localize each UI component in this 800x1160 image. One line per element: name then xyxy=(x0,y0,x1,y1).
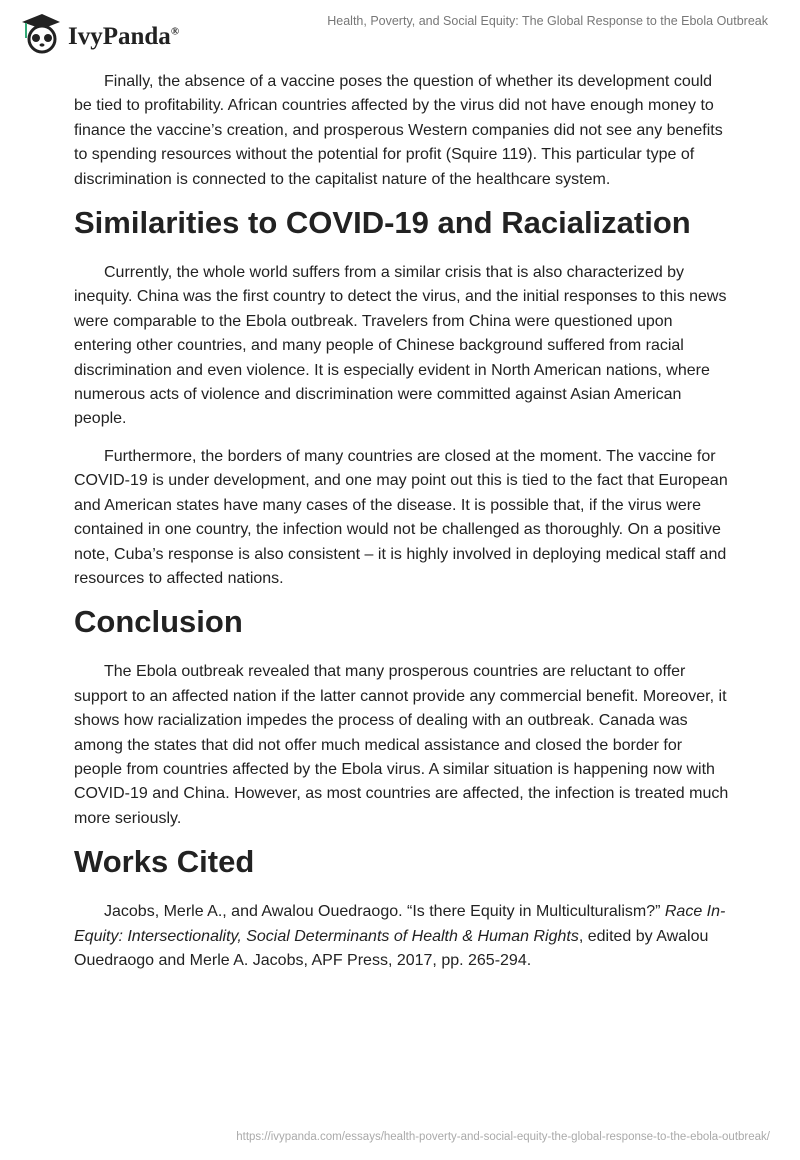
panda-graduate-icon xyxy=(18,10,62,54)
paragraph: Finally, the absence of a vaccine poses the question of whether its development could be tied to profitability. African countries affected by the virus did not have enough money to finance the vaccine’s creation, and prosperous Western companies did not see any benefits to spending resources without the potential for profit (Squire 119). This particular type of discrimination is connected to the capitalist nature of the healthcare system. xyxy=(74,73,723,188)
citation: Jacobs, Merle A., and Awalou Ouedraogo. “Is there Equity in Multiculturalism?” Race In-Equity: Intersectionality, Social Determinants of Health & Human Rights, edited by Awalou Ouedraogo and Merle A. Jacobs, APF Press, 2017, pp. 265-294. xyxy=(74,903,726,969)
document-title: Health, Poverty, and Social Equity: The Global Response to the Ebola Outbreak xyxy=(327,14,768,28)
section-heading: Similarities to COVID-19 and Racialization xyxy=(74,205,691,241)
paragraph: Furthermore, the borders of many countries are closed at the moment. The vaccine for COVID-19 is under development, and one may point out this is tied to the fact that European and American states have many cases of the disease. It is possible that, if the virus were contained in one country, the infection would not be challenged as thoroughly. On a positive note, Cuba’s response is also consistent – it is highly involved in deploying medical staff and resources to affected nations. xyxy=(74,447,728,587)
brand-name: IvyPanda® xyxy=(68,23,180,50)
section-heading: Works Cited xyxy=(74,844,255,880)
paragraph: Currently, the whole world suffers from a similar crisis that is also characterized by inequity. China was the first country to detect the virus, and the initial responses to this news were comparable to the Ebola outbreak. Travelers from China were questioned upon entering other countries, and many people of Chinese background suffered from racial discrimination and even violence. It is especially evident in North American nations, where numerous acts of violence and discrimination were committed against Asian American people. xyxy=(74,264,727,428)
paragraph: The Ebola outbreak revealed that many prosperous countries are reluctant to offer support to an affected nation if the latter cannot provide any commercial benefit. Moreover, it shows how racialization impedes the process of dealing with an outbreak. Canada was among the states that did not offer much medical assistance and closed the border for people from countries affected by the Ebola virus. A similar situation is happening now with COVID-19 and China. However, as most countries are affected, the infection is treated much more seriously. xyxy=(74,663,729,827)
section-heading: Conclusion xyxy=(74,604,243,640)
ivypanda-logo[interactable] xyxy=(18,10,179,54)
source-url[interactable]: https://ivypanda.com/essays/health-poverty-and-social-equity-the-global-response-to-the-ebola-outbreak/ xyxy=(236,1131,770,1143)
essay-content xyxy=(74,70,730,986)
citation-title: Race In-Equity: Intersectionality, Social Determinants of Health & Human Rights xyxy=(74,903,726,945)
